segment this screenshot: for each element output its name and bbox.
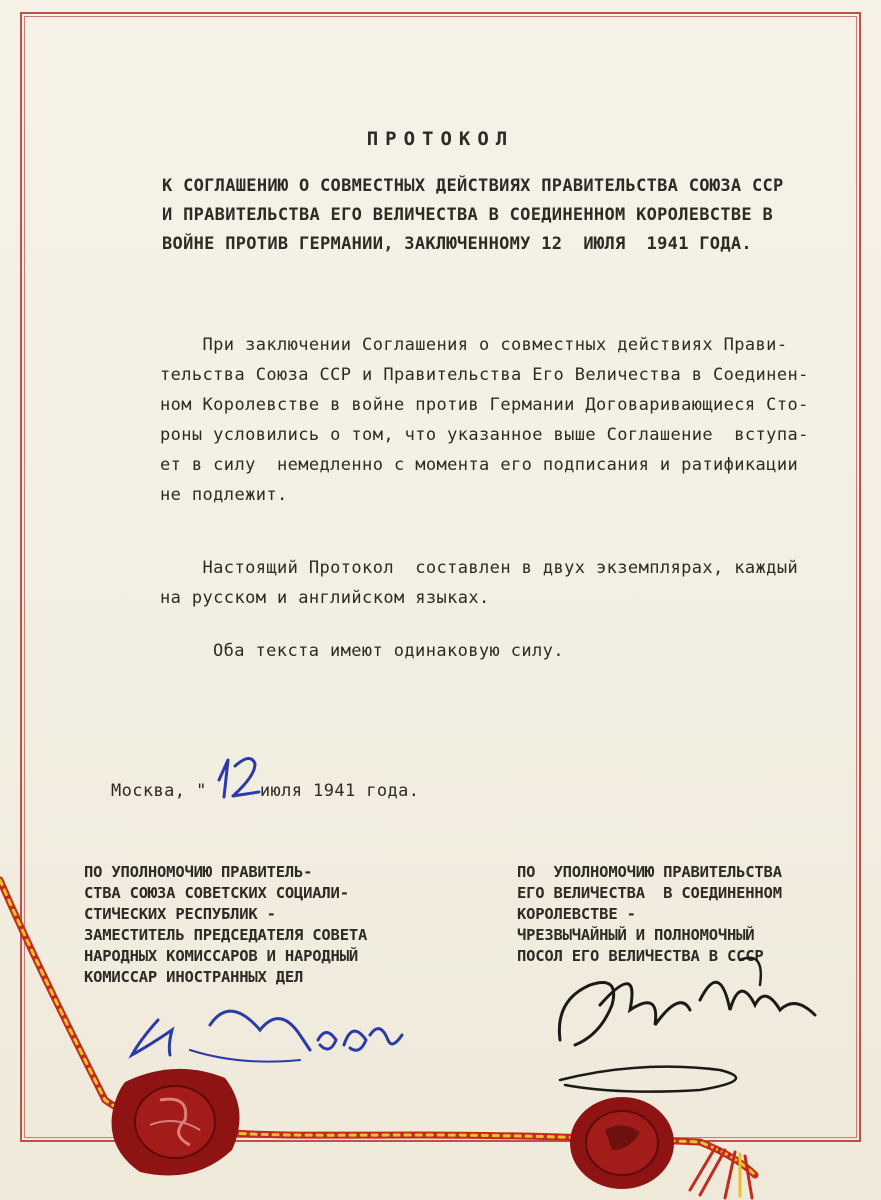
wax-seal-right — [570, 1097, 674, 1189]
signature-left — [132, 1011, 402, 1061]
wax-seal-left — [112, 1069, 240, 1176]
dateline: Москва, " июля 1941 года. — [111, 781, 420, 801]
document-title: ПРОТОКОЛ — [366, 128, 515, 150]
authority-left: ПО УПОЛНОМОЧИЮ ПРАВИТЕЛЬ- СТВА СОЮЗА СОВЕТСКИХ СОЦИАЛИ- СТИЧЕСКИХ РЕСПУБЛИК - ЗАМЕСТИТЕЛЬ ПРЕДСЕДАТЕЛЯ СОВЕТА НАРОДНЫХ КОМИССАРОВ И НАРОДНЫЙ КОМИССАР ИНОСТРАННЫХ ДЕЛ — [84, 863, 368, 986]
paragraph-3: Оба текста имеют одинаковую силу. — [213, 641, 564, 661]
paragraph-1: При заключении Соглашения о совместных действиях Прави- тельства Союза ССР и Правительства Его Величества в Соединен- ном Королевстве в войне против Германии Договаривающиеся Сто- роны условились о том, что указанное выше Соглашение вступа- ет в силу немедленно с момента его подписания и ратификации не подлежит. — [160, 335, 809, 505]
paragraph-2: Настоящий Протокол составлен в двух экземплярах, каждый на русском и английском языках. — [160, 558, 799, 608]
document-heading: К СОГЛАШЕНИЮ О СОВМЕСТНЫХ ДЕЙСТВИЯХ ПРАВИТЕЛЬСТВА СОЮЗА ССР И ПРАВИТЕЛЬСТВА ЕГО ВЕЛИЧЕСТВА В СОЕДИНЕННОМ КОРОЛЕВСТВЕ В ВОЙНЕ ПРОТИВ ГЕРМАНИИ, ЗАКЛЮЧЕННОМУ 12 ИЮЛЯ 1941 ГОДА. — [162, 176, 784, 254]
signature-right — [559, 958, 815, 1092]
authority-right: ПО УПОЛНОМОЧИЮ ПРАВИТЕЛЬСТВА ЕГО ВЕЛИЧЕСТВА В СОЕДИНЕННОМ КОРОЛЕВСТВЕ - ЧРЕЗВЫЧАЙНЫЙ И ПОЛНОМОЧНЫЙ ПОСОЛ ЕГО ВЕЛИЧЕСТВА В СССР — [517, 863, 782, 965]
